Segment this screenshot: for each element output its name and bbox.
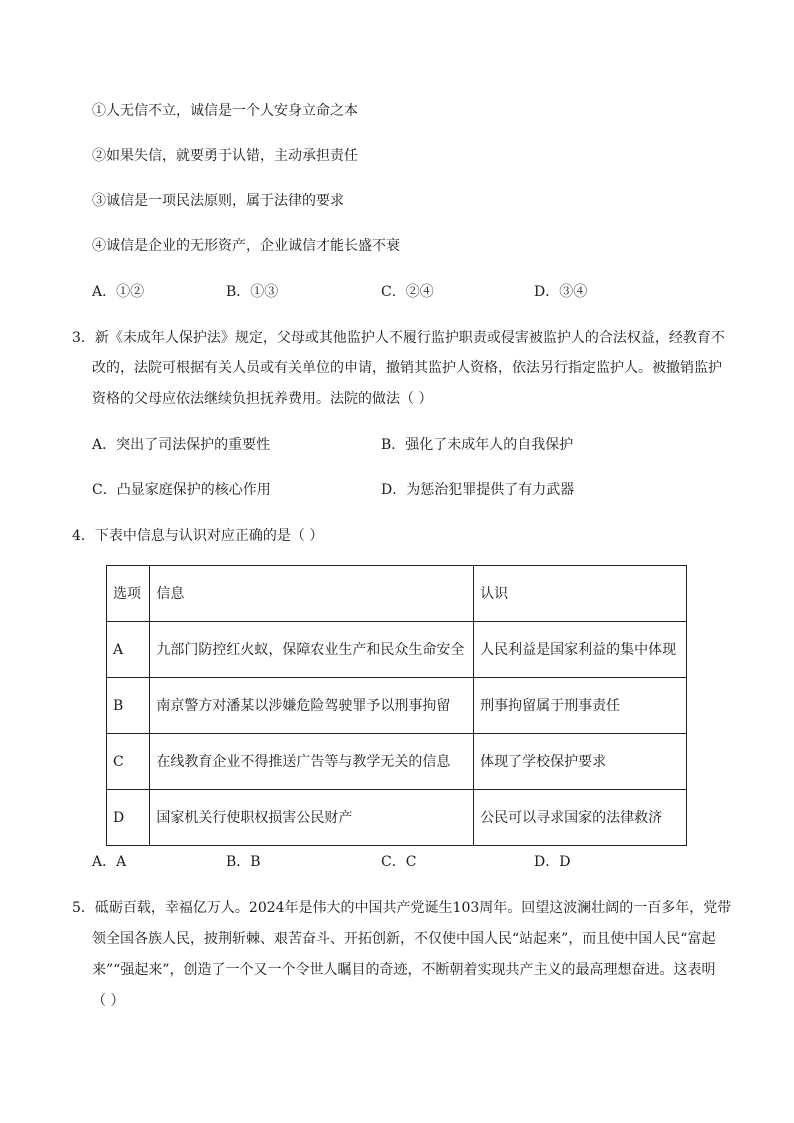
table-cell: 体现了学校保护要求	[474, 734, 687, 790]
q2-option-b: B．①③	[226, 284, 279, 300]
q4-table	[106, 565, 687, 846]
q4-option-c: C．C	[381, 854, 417, 870]
q5-stem-line-3: 来”“强起来”，创造了一个又一个令世人瞩目的奇迹，不断朝着实现共产主义的最高理想奋进。这表明	[92, 962, 716, 978]
q5-stem-line-1: 5．砥砺百载，幸福亿万人。2024年是伟大的中国共产党诞生103周年。回望这波澜壮阔的一百多年，党带	[72, 900, 732, 916]
q3-option-a: A．突出了司法保护的重要性	[92, 437, 271, 453]
table-cell: 南京警方对潘某以涉嫌危险驾驶罪予以刑事拘留	[150, 678, 474, 734]
table-cell: 国家机关行使职权损害公民财产	[150, 790, 474, 846]
q4-option-a: A．A	[92, 854, 127, 870]
q2-statement-1: ①人无信不立，诚信是一个人安身立命之本	[92, 103, 358, 119]
table-row	[107, 790, 687, 846]
q2-statement-2: ②如果失信，就要勇于认错，主动承担责任	[92, 148, 358, 164]
table-cell: D	[107, 790, 150, 846]
q2-statement-4: ④诚信是企业的无形资产，企业诚信才能长盛不衰	[92, 238, 400, 254]
q3-option-c: C．凸显家庭保护的核心作用	[92, 482, 271, 498]
table-cell: 刑事拘留属于刑事责任	[474, 678, 687, 734]
table-row	[107, 734, 687, 790]
table-cell: C	[107, 734, 150, 790]
q3-stem-line-1: 3．新《未成年人保护法》规定，父母或其他监护人不履行监护职责或侵害被监护人的合法权益，经教育不	[72, 330, 725, 346]
table-cell: A	[107, 622, 150, 678]
table-cell: 在线教育企业不得推送广告等与教学无关的信息	[150, 734, 474, 790]
q3-option-d: D．为惩治犯罪提供了有力武器	[381, 482, 575, 498]
q3-stem-line-3: 资格的父母应依法继续负担抚养费用。法院的做法（ ）	[92, 391, 433, 407]
table-header-cell: 选项	[107, 566, 150, 622]
table-header-cell: 认识	[474, 566, 687, 622]
q2-option-c: C．②④	[381, 284, 434, 300]
q2-option-a: A．①②	[92, 284, 145, 300]
table-cell: 九部门防控红火蚁，保障农业生产和民众生命安全	[150, 622, 474, 678]
q4-option-d: D．D	[534, 854, 571, 870]
table-cell: 公民可以寻求国家的法律救济	[474, 790, 687, 846]
q4-option-b: B．B	[226, 854, 261, 870]
table-row	[107, 678, 687, 734]
q2-option-d: D．③④	[534, 284, 588, 300]
table-row	[107, 622, 687, 678]
q4-stem: 4．下表中信息与认识对应正确的是（ ）	[72, 528, 324, 544]
q3-option-b: B．强化了未成年人的自我保护	[381, 437, 574, 453]
q2-statement-3: ③诚信是一项民法原则，属于法律的要求	[92, 193, 344, 209]
table-header-row	[107, 566, 687, 622]
table-header-cell: 信息	[150, 566, 474, 622]
table-cell: B	[107, 678, 150, 734]
q3-stem-line-2: 改的，法院可根据有关人员或有关单位的申请，撤销其监护人资格，依法另行指定监护人。被撤销监护	[92, 360, 722, 376]
table-cell: 人民利益是国家利益的集中体现	[474, 622, 687, 678]
q5-stem-line-4: （ ）	[92, 993, 125, 1009]
q5-stem-line-2: 领全国各族人民，披荆斩棘、艰苦奋斗、开拓创新，不仅使中国人民“站起来”，而且使中国人民“富起	[92, 931, 716, 947]
